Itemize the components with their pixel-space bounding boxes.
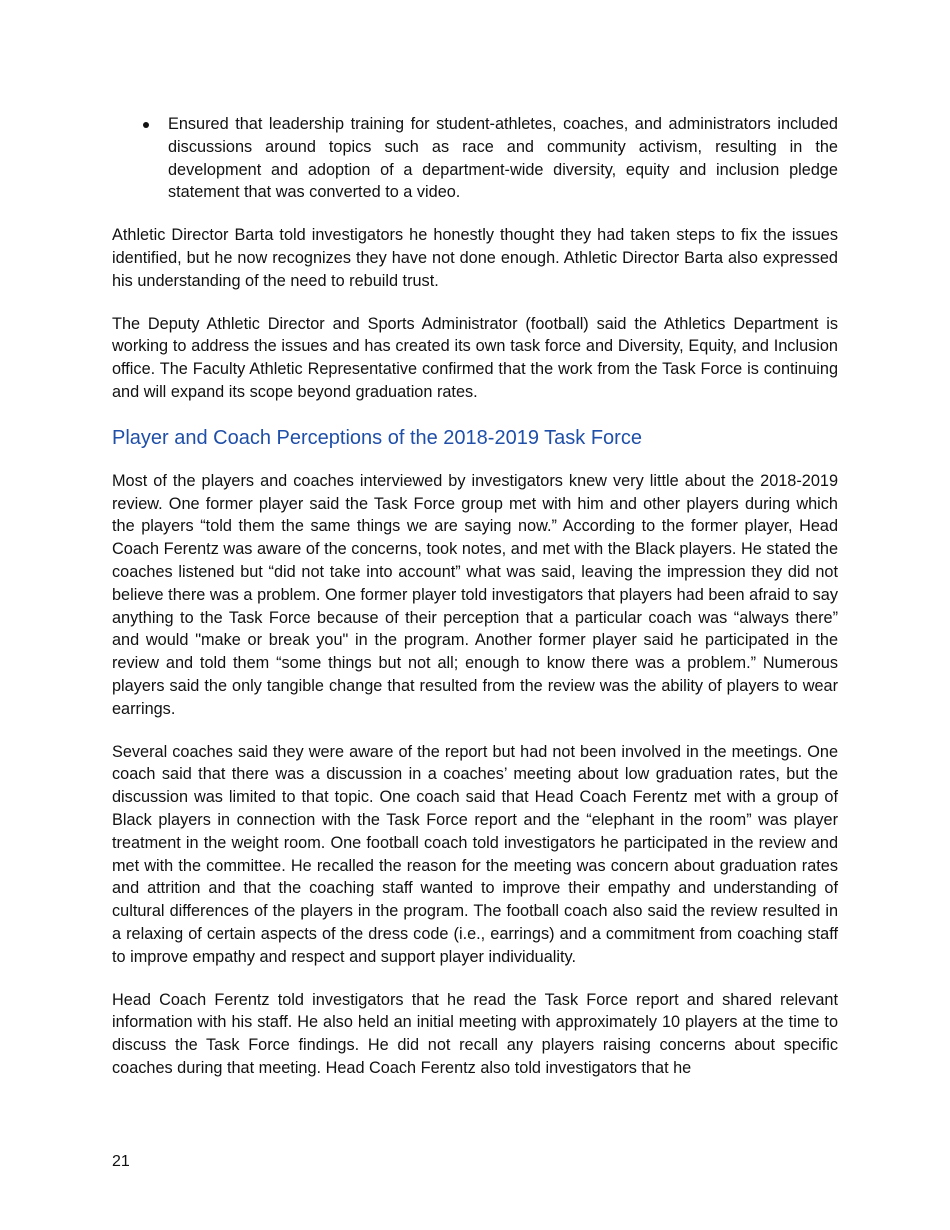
bullet-item <box>112 113 838 204</box>
bullet-text: Ensured that leadership training for student-athletes, coaches, and administrators included discussions around topics such as race and community activism, resulting in the development and adoption of a department-wide diversity, equity and inclusion pledge statement that was converted to a video. <box>168 115 838 202</box>
paragraph-player-perceptions: Most of the players and coaches interviewed by investigators knew very little about the 2018-2019 review. One former player said the Task Force group met with him and other players during which the players “told them the same things we are saying now.” According to the former player, Head Coach Ferentz was aware of the concerns, took notes, and met with the Black players. He stated the coaches listened but “did not take into account” what was said, leaving the impression they did not believe there was a problem. One former player told investigators that players had been afraid to say anything to the Task Force because of their perception that a particular coach was “always there” and would "make or break you" in the program. Another former player said he participated in the review and told them “some things but not all; enough to know there was a problem.” Numerous players said the only tangible change that resulted from the review was the ability of players to wear earrings. <box>112 471 838 718</box>
bullet-list <box>112 113 838 204</box>
bullet-icon <box>143 122 149 128</box>
paragraph-deputy-athletic-director: The Deputy Athletic Director and Sports Administrator (football) said the Athletics Department is working to address the issues and has created its own task force and Diversity, Equity, and Inclusion office. The Faculty Athletic Representative confirmed that the work from the Task Force is continuing and will expand its scope beyond graduation rates. <box>112 314 838 401</box>
document-page <box>112 113 838 1100</box>
paragraph-athletic-director: Athletic Director Barta told investigators he honestly thought they had taken steps to fix the issues identified, but he now recognizes they have not done enough. Athletic Director Barta also expressed his understanding of the need to rebuild trust. <box>112 226 838 290</box>
paragraph-head-coach: Head Coach Ferentz told investigators that he read the Task Force report and shared relevant information with his staff. He also held an initial meeting with approximately 10 players at the time to discuss the Task Force findings. He did not recall any players raising concerns about specific coaches during that meeting. Head Coach Ferentz also told investigators that he <box>112 990 838 1077</box>
paragraph-coach-perceptions: Several coaches said they were aware of the report but had not been involved in the meetings. One coach said that there was a discussion in a coaches’ meeting about low graduation rates, but the discussion was limited to that topic. One coach said that Head Coach Ferentz met with a group of Black players in connection with the Task Force report and the “elephant in the room” was player treatment in the weight room. One football coach told investigators he participated in the review and met with the committee. He recalled the reason for the meeting was concern about graduation rates and attrition and that the coaching staff wanted to improve their empathy and understanding of cultural differences of the players in the program. The football coach also said the review resulted in a relaxing of certain aspects of the dress code (i.e., earrings) and a commitment from coaching staff to improve empathy and respect and support player individuality. <box>112 742 838 966</box>
section-heading: Player and Coach Perceptions of the 2018-2019 Task Force <box>112 426 642 449</box>
page-number: 21 <box>112 1153 130 1170</box>
